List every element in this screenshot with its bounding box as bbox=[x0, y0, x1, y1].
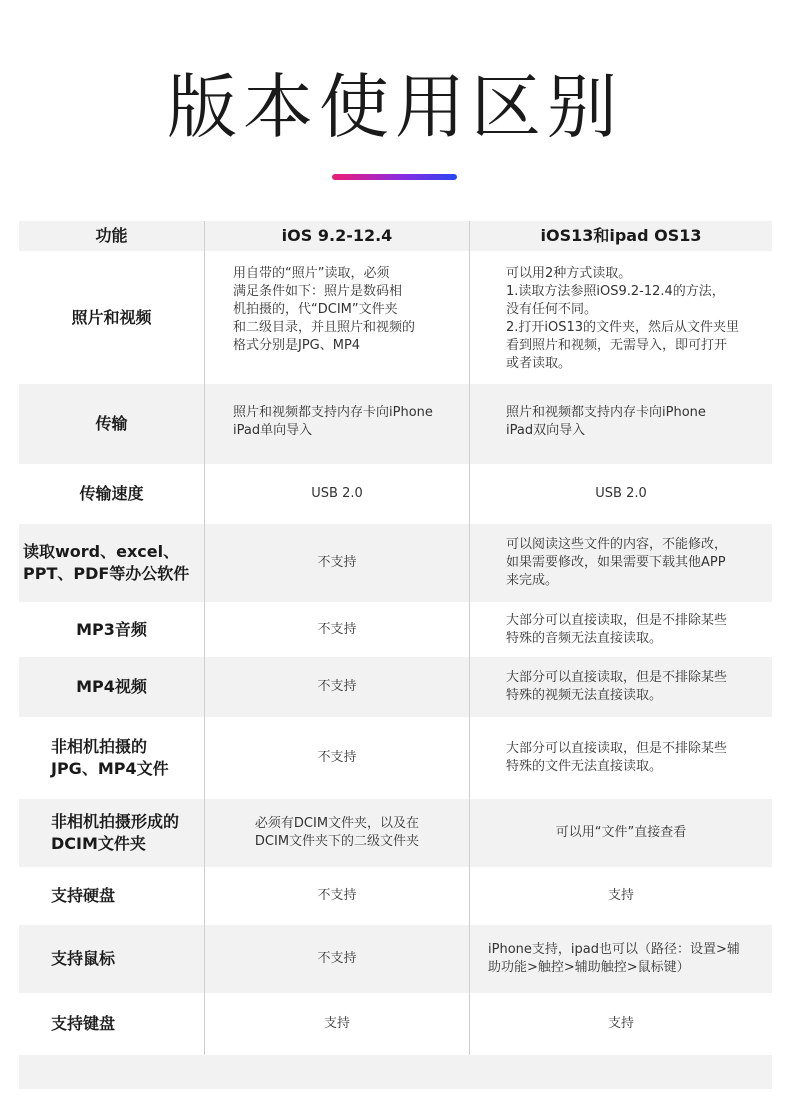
table-row bbox=[19, 657, 772, 717]
table-row bbox=[19, 464, 772, 524]
ios9-cell: 用自带的“照片”读取，必须 满足条件如下：照片是数码相 机拍摄的，代“DCIM”文件夹 和二级目录，并且照片和视频的 格式分别是JPG、MP4 bbox=[205, 251, 470, 384]
header-ios9: iOS 9.2-12.4 bbox=[205, 221, 470, 251]
feature-cell: 非相机拍摄的 JPG、MP4文件 bbox=[19, 717, 205, 799]
ios13-cell: USB 2.0 bbox=[595, 486, 647, 501]
table-row bbox=[19, 602, 772, 657]
table-row bbox=[19, 384, 772, 464]
ios13-cell: 可以用2种方式读取。 1.读取方法参照iOS9.2-12.4的方法， 没有任何不同。 2.打开iOS13的文件夹，然后从文件夹里 看到照片和视频，无需导入，即可打开 或者读取。 bbox=[506, 266, 740, 371]
ios9-cell: 不支持 bbox=[205, 867, 470, 925]
ios9-cell: 照片和视频都支持内存卡向iPhone iPad单向导入 bbox=[205, 384, 470, 464]
feature-cell: 支持硬盘 bbox=[19, 867, 205, 925]
ios9-cell: 不支持 bbox=[205, 524, 470, 602]
ios13-cell: 大部分可以直接读取，但是不排除某些 特殊的音频无法直接读取。 bbox=[506, 612, 728, 646]
ios13-cell: iPhone支持，ipad也可以（路径：设置>辅 助功能>触控>辅助触控>鼠标键） bbox=[488, 942, 740, 975]
feature-cell: MP3音频 bbox=[19, 602, 205, 657]
table-footer-band bbox=[19, 1055, 772, 1089]
ios9-cell: 不支持 bbox=[205, 657, 470, 717]
title-underline bbox=[332, 174, 457, 180]
ios13-cell: 大部分可以直接读取，但是不排除某些 特殊的文件无法直接读取。 bbox=[506, 741, 728, 774]
ios13-cell: 可以阅读这些文件的内容，不能修改， 如果需要修改，如果需要下载其他APP 来完成。 bbox=[506, 537, 728, 588]
feature-cell: 支持鼠标 bbox=[19, 925, 205, 993]
comparison-table bbox=[19, 221, 772, 1055]
feature-cell: 传输 bbox=[19, 384, 205, 464]
ios9-cell: 支持 bbox=[205, 993, 470, 1055]
ios13-cell: 照片和视频都支持内存卡向iPhone iPad双向导入 bbox=[506, 405, 706, 438]
table-row bbox=[19, 251, 772, 384]
ios9-cell: 不支持 bbox=[205, 602, 470, 657]
feature-cell: 传输速度 bbox=[19, 464, 205, 524]
table-row bbox=[19, 717, 772, 799]
page-title: 版本使用区别 bbox=[167, 66, 623, 148]
ios13-cell: 可以用“文件”直接查看 bbox=[555, 825, 687, 840]
table-header-row bbox=[19, 221, 772, 251]
table-row bbox=[19, 867, 772, 925]
feature-cell: 读取word、excel、 PPT、PDF等办公软件 bbox=[19, 524, 205, 602]
feature-cell: 非相机拍摄形成的 DCIM文件夹 bbox=[19, 799, 205, 867]
feature-cell: 支持键盘 bbox=[19, 993, 205, 1055]
feature-cell: MP4视频 bbox=[19, 657, 205, 717]
ios9-cell: 不支持 bbox=[205, 717, 470, 799]
ios9-cell: 不支持 bbox=[205, 925, 470, 993]
table-row bbox=[19, 524, 772, 602]
ios13-cell: 支持 bbox=[607, 888, 634, 903]
ios13-cell: 大部分可以直接读取，但是不排除某些 特殊的视频无法直接读取。 bbox=[506, 670, 728, 703]
ios9-cell: USB 2.0 bbox=[205, 464, 470, 524]
feature-cell: 照片和视频 bbox=[19, 251, 205, 384]
table-row bbox=[19, 925, 772, 993]
ios13-cell: 支持 bbox=[607, 1016, 634, 1031]
table-row bbox=[19, 993, 772, 1055]
table-row bbox=[19, 799, 772, 867]
header-feature: 功能 bbox=[19, 221, 205, 251]
ios9-cell: 必须有DCIM文件夹，以及在 DCIM文件夹下的二级文件夹 bbox=[205, 799, 470, 867]
header-ios13: iOS13和ipad OS13 bbox=[540, 226, 702, 245]
